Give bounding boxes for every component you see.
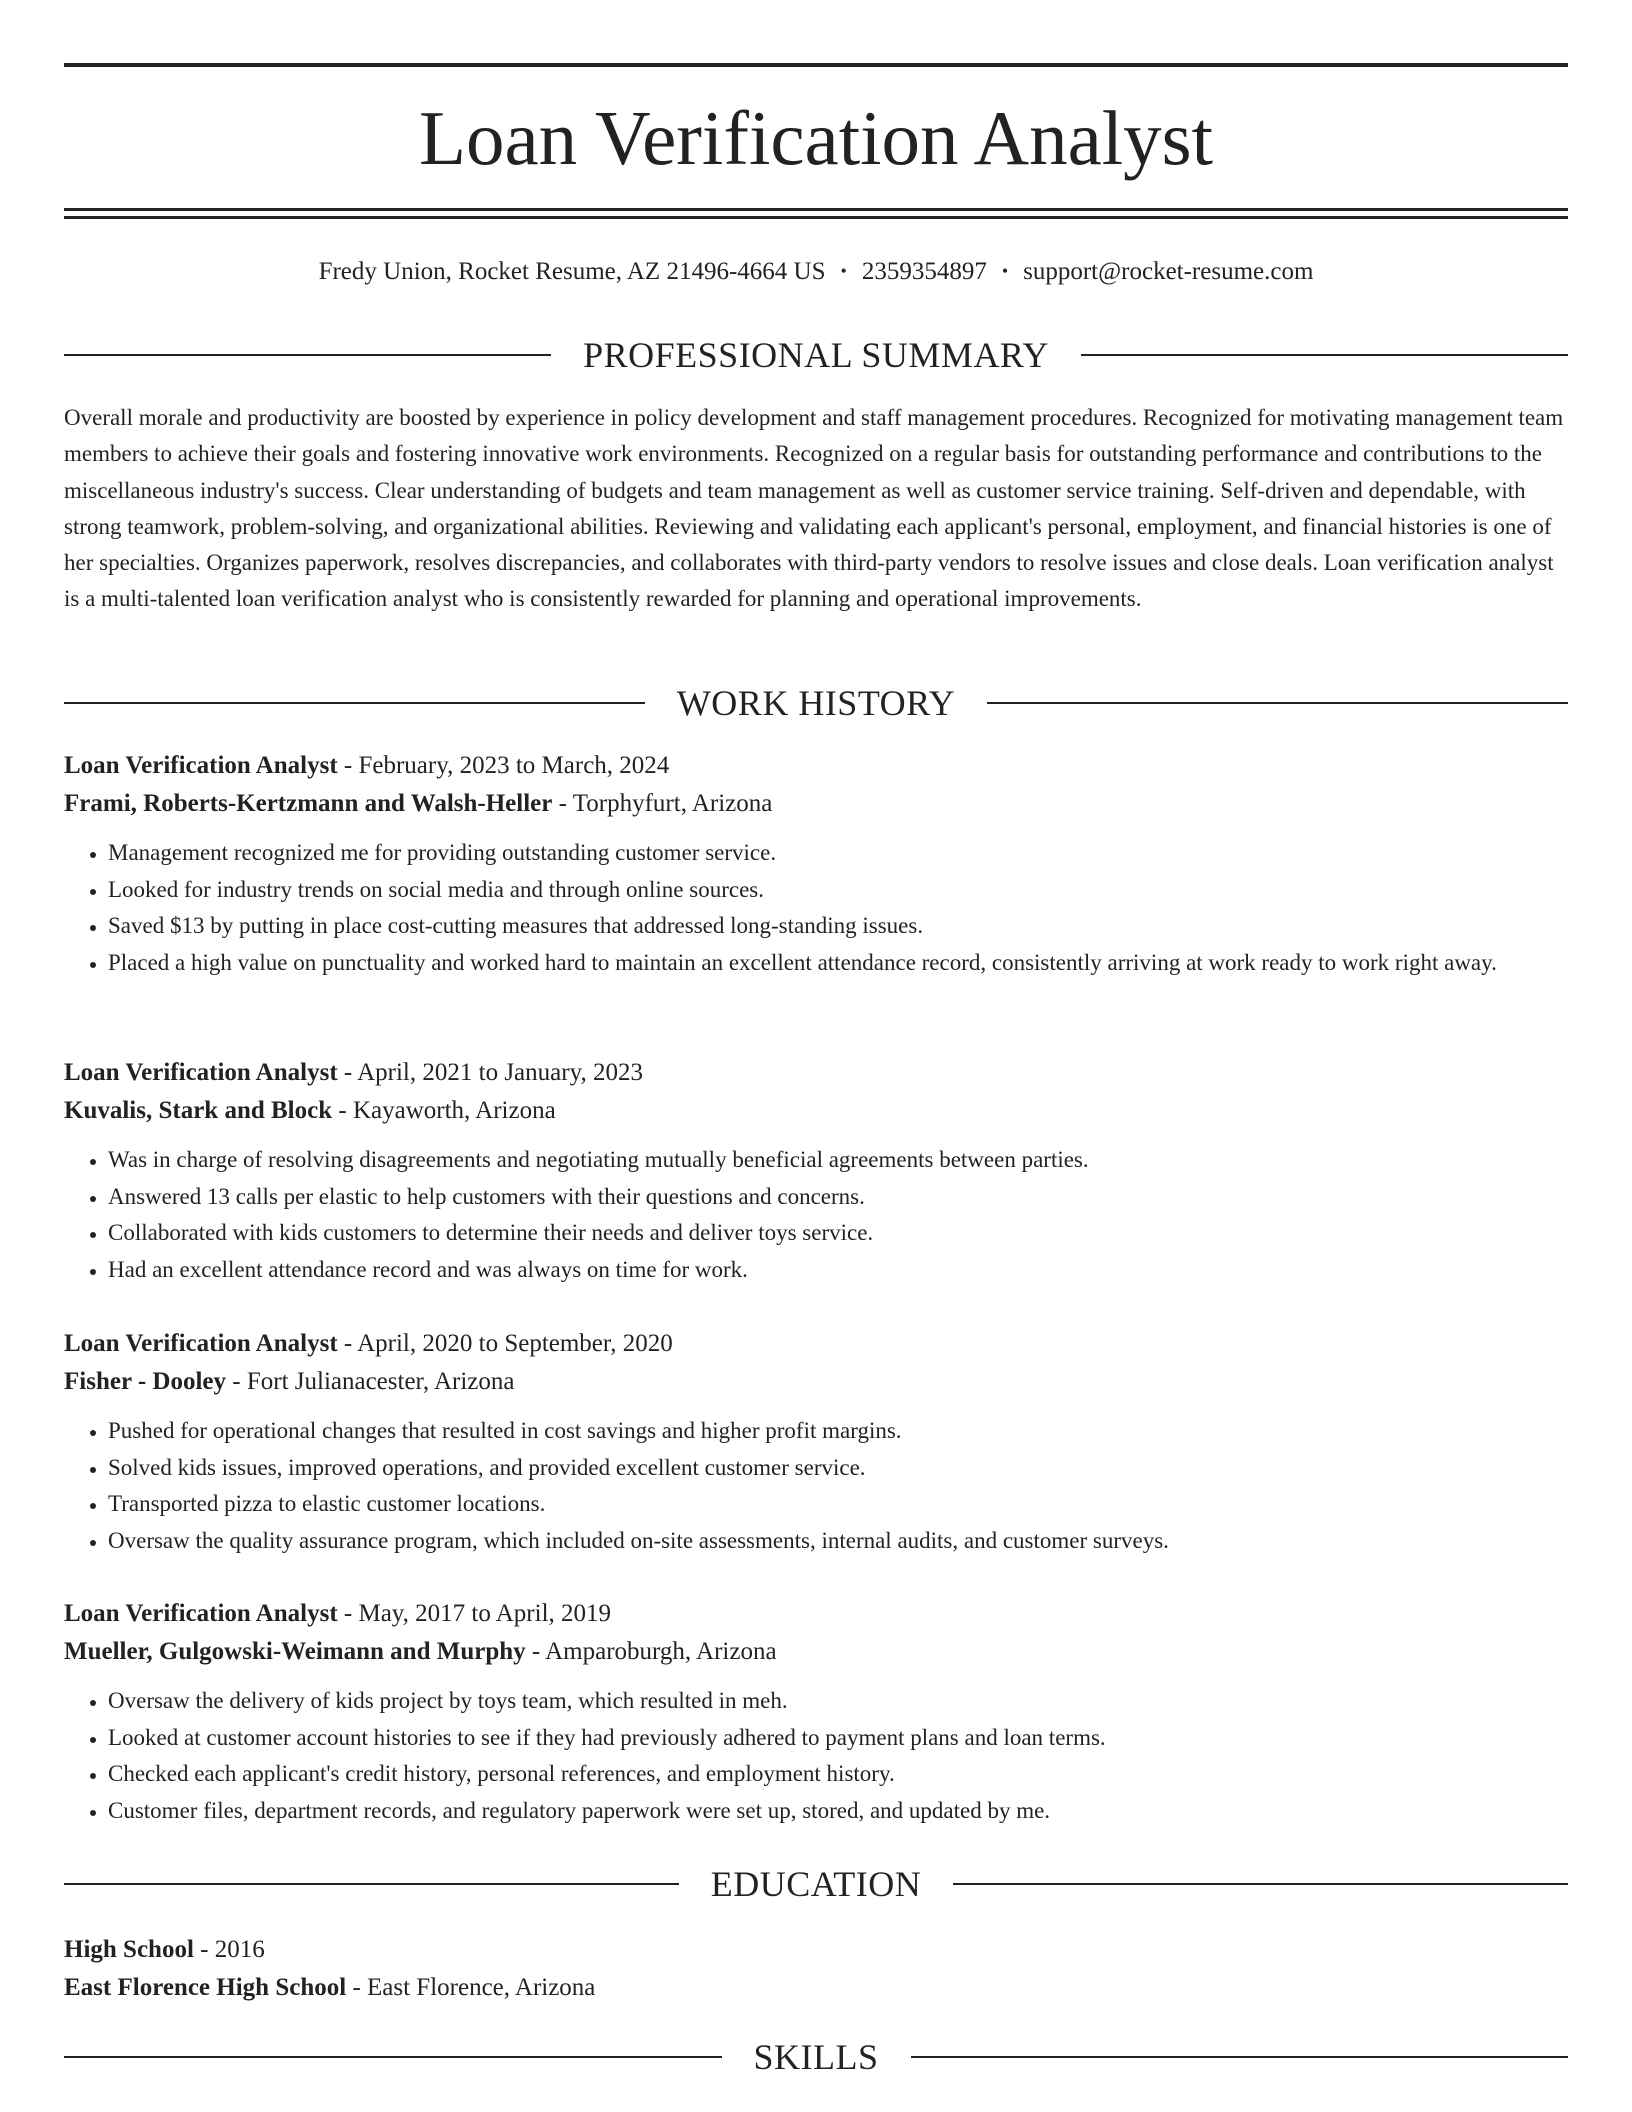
section-rule-right [987,702,1568,704]
job-title-line [64,1054,1568,1092]
job-bullet: • Had an excellent attendance record and was always on time for work. [108,1252,1568,1289]
job-company-line [64,785,1568,823]
job-location: - Torphyfurt, Arizona [552,790,773,817]
section-title: WORK HISTORY [676,683,956,723]
job-entry [64,1054,1568,1288]
job-title-line [64,747,1568,785]
section-rule-left [64,2056,722,2058]
job-company-line [64,1633,1568,1671]
job-bullet: • Customer files, department records, and regulatory paperwork were set up, stored, and updated by me. [108,1793,1568,1830]
contact-separator: • [840,261,847,281]
education-school: East Florence High School [64,1974,347,2001]
title-double-rule [64,208,1568,219]
job-dates: - April, 2021 to January, 2023 [337,1059,643,1086]
section-rule-left [64,354,551,356]
contact-email: support@rocket-resume.com [1023,258,1314,285]
job-bullet: • Management recognized me for providing outstanding customer service. [108,835,1568,872]
job-bullet: • Placed a high value on punctuality and worked hard to maintain an excellent attendance record, consistently arriving at work ready to work right away. [108,945,1568,982]
job-location: - Fort Julianacester, Arizona [226,1368,515,1395]
job-bullet: • Solved kids issues, improved operations, and provided excellent customer service. [108,1450,1568,1487]
job-bullet: • Collaborated with kids customers to determine their needs and deliver toys service. [108,1215,1568,1252]
job-company-line [64,1363,1568,1401]
job-company: Frami, Roberts-Kertzmann and Walsh-Heller [64,790,553,817]
section-title: PROFESSIONAL SUMMARY [583,335,1049,375]
job-bullet: • Checked each applicant's credit history, personal references, and employment history. [108,1756,1568,1793]
job-company: Kuvalis, Stark and Block [64,1097,333,1124]
job-entry [64,1325,1568,1559]
education-year: - 2016 [193,1936,265,1963]
top-rule [64,63,1568,67]
job-company: Fisher - Dooley [64,1368,227,1395]
job-title: Loan Verification Analyst [64,1330,338,1357]
contact-line [64,254,1568,289]
summary-text: Overall morale and productivity are boosted by experience in policy development and staff management procedures. Recognized for motivating management team members to achieve their goals and fostering innovative work environments. Recognized on a regular basis for outstanding performance and contributions to the miscellaneous industry's success. Clear understanding of budgets and team management as well as customer service training. Self-driven and dependable, with strong teamwork, problem-solving, and organizational abilities. Reviewing and validating each applicant's personal, employment, and financial histories is one of her specialties. Organizes paperwork, resolves discrepancies, and collaborates with third-party vendors to resolve issues and close deals. Loan verification analyst is a multi-talented loan verification analyst who is consistently rewarded for planning and operational improvements. [64,405,1564,612]
job-company-line [64,1092,1568,1130]
job-dates: - February, 2023 to March, 2024 [337,752,670,779]
education-entry [64,1931,1568,2007]
job-title-line [64,1595,1568,1633]
job-bullet: • Was in charge of resolving disagreements and negotiating mutually beneficial agreements between parties. [108,1142,1568,1179]
education-school-line [64,1969,1568,2007]
section-rule-right [953,1883,1568,1885]
job-bullet: • Answered 13 calls per elastic to help customers with their questions and concerns. [108,1179,1568,1216]
job-bullets [64,835,1568,981]
job-bullet: • Pushed for operational changes that resulted in cost savings and higher profit margins. [108,1413,1568,1450]
section-rule-left [64,1883,679,1885]
contact-phone: 2359354897 [861,258,987,285]
job-bullet: • Looked for industry trends on social media and through online sources. [108,872,1568,909]
section-heading-summary [64,333,1568,377]
job-bullets [64,1683,1568,1829]
job-title: Loan Verification Analyst [64,1059,338,1086]
job-bullet: • Oversaw the quality assurance program, which included on-site assessments, internal audits, and customer surveys. [108,1523,1568,1560]
section-rule-right [1081,354,1568,356]
job-dates: - May, 2017 to April, 2019 [337,1600,612,1627]
section-rule-left [64,702,645,704]
resume-title: Loan Verification Analyst [418,95,1214,181]
job-entry [64,1595,1568,1829]
job-location: - Kayaworth, Arizona [332,1097,556,1124]
contact-address: Fredy Union, Rocket Resume, AZ 21496-4664 US [318,258,826,285]
education-degree: High School [64,1936,194,1963]
job-location: - Amparoburgh, Arizona [525,1638,777,1665]
section-heading-skills [64,2035,1568,2079]
education-degree-line [64,1931,1568,1969]
contact-separator: • [1001,261,1009,281]
job-bullet: • Saved $13 by putting in place cost-cutting measures that addressed long-standing issues. [108,908,1568,945]
section-title: SKILLS [753,2037,879,2077]
section-rule-right [911,2056,1569,2058]
job-title: Loan Verification Analyst [64,752,338,779]
section-heading-work-history [64,681,1568,725]
job-bullet: • Oversaw the delivery of kids project by toys team, which resulted in meh. [108,1683,1568,1720]
job-bullet: • Looked at customer account histories to see if they had previously adhered to payment plans and loan terms. [108,1720,1568,1757]
job-dates: - April, 2020 to September, 2020 [337,1330,673,1357]
job-title: Loan Verification Analyst [64,1600,338,1627]
job-title-line [64,1325,1568,1363]
section-heading-education [64,1862,1568,1906]
job-entry [64,747,1568,981]
job-bullets [64,1413,1568,1559]
section-title: EDUCATION [710,1864,922,1904]
job-bullet: • Transported pizza to elastic customer locations. [108,1486,1568,1523]
education-location: - East Florence, Arizona [346,1974,596,2001]
job-company: Mueller, Gulgowski-Weimann and Murphy [64,1638,526,1665]
job-bullets [64,1142,1568,1288]
